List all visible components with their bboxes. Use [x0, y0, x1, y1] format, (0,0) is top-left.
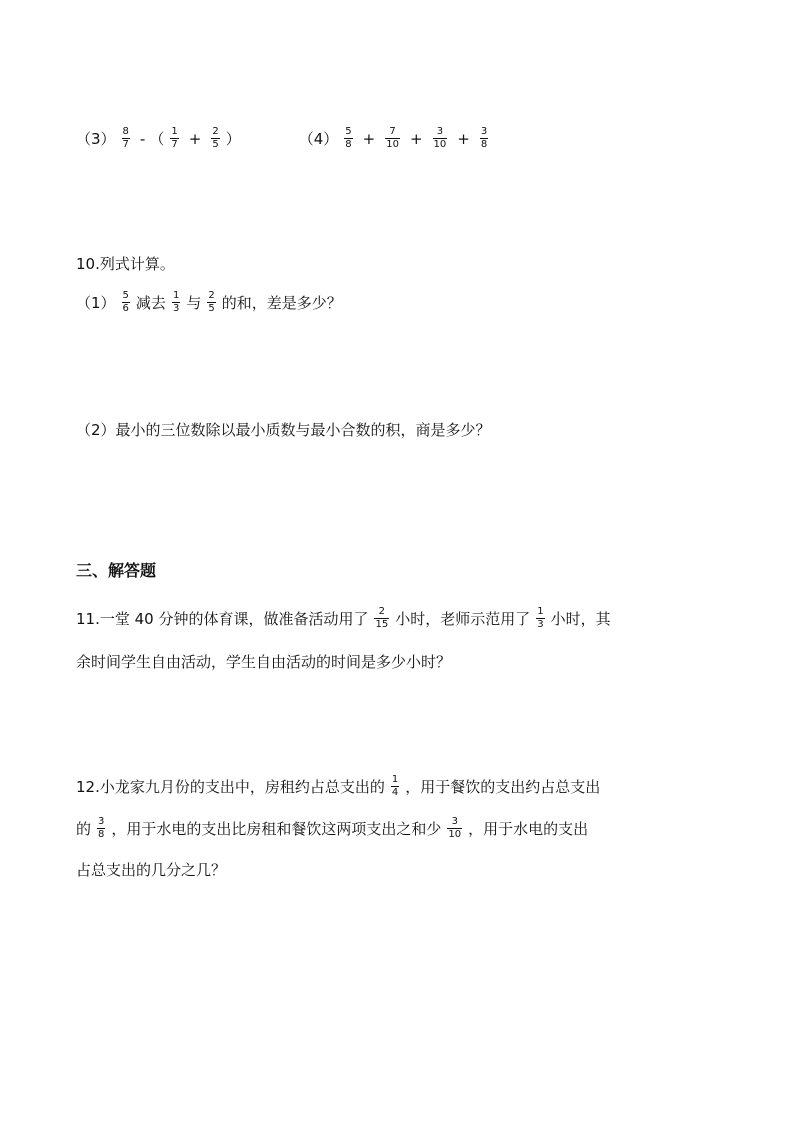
- plus-sign: +: [188, 129, 202, 148]
- fraction: $\frac{3}{8}$: [98, 816, 105, 840]
- text: 减去: [135, 293, 166, 312]
- question-12-line1: [76, 774, 718, 799]
- fraction: $\frac{2}{15}$: [375, 606, 389, 630]
- plus-sign: +: [409, 129, 423, 148]
- part4-label: （4）: [298, 129, 339, 148]
- fraction: $\frac{3}{8}$: [480, 126, 488, 150]
- text: 11.一堂 40 分钟的体育课，做准备活动用了: [76, 609, 369, 628]
- right-paren: ）: [225, 129, 241, 148]
- fraction: $\frac{5}{6}$: [122, 290, 129, 314]
- fraction: $\frac{3}{10}$: [448, 816, 462, 840]
- fraction: $\frac{1}{3}$: [172, 290, 180, 314]
- question-11-line2: 余时间学生自由活动，学生自由活动的时间是多少小时？: [76, 653, 452, 671]
- text: 小时，老师示范用了: [395, 609, 531, 628]
- question-12-line2: [76, 816, 718, 841]
- exercise10-part1: [76, 290, 718, 315]
- text: ，用于水电的支出比房租和餐饮这两项支出之和少: [111, 819, 442, 838]
- text: 与: [186, 293, 202, 312]
- fraction: $\frac{2}{5}$: [208, 290, 215, 314]
- text: ，用于水电的支出: [468, 819, 589, 838]
- fraction: $\frac{7}{10}$: [386, 126, 399, 150]
- text: 的和，差是多少？: [221, 293, 342, 312]
- plus-sign: +: [457, 129, 470, 148]
- exercise10-title: 10.列式计算。: [76, 255, 175, 273]
- minus-sign: -: [139, 129, 146, 148]
- fraction: $\frac{5}{8}$: [345, 126, 352, 150]
- fraction: $\frac{8}{7}$: [122, 126, 129, 150]
- part1-label: （1）: [76, 293, 116, 312]
- fraction: $\frac{1}{4}$: [391, 774, 399, 798]
- question-11-line1: [76, 606, 718, 631]
- left-paren: （: [149, 129, 165, 148]
- question-12-line3: 占总支出的几分之几？: [76, 861, 227, 879]
- plus-sign: +: [362, 129, 376, 148]
- text: 小时，其: [550, 609, 611, 628]
- fraction: $\frac{3}{10}$: [433, 126, 447, 150]
- fraction: $\frac{2}{5}$: [212, 126, 219, 150]
- text: 12.小龙家九月份的支出中，房租约占总支出的: [76, 777, 385, 796]
- fraction: $\frac{1}{7}$: [171, 126, 178, 150]
- exercise9-row: [76, 126, 718, 151]
- fraction: $\frac{1}{3}$: [537, 606, 544, 630]
- part3-label: （3）: [76, 129, 116, 148]
- text: ，用于餐饮的支出约占总支出: [405, 777, 601, 796]
- text: 的: [76, 819, 92, 838]
- section-heading: 三、解答题: [76, 561, 157, 580]
- exercise10-part2: （2）最小的三位数除以最小质数与最小合数的积，商是多少？: [76, 421, 491, 439]
